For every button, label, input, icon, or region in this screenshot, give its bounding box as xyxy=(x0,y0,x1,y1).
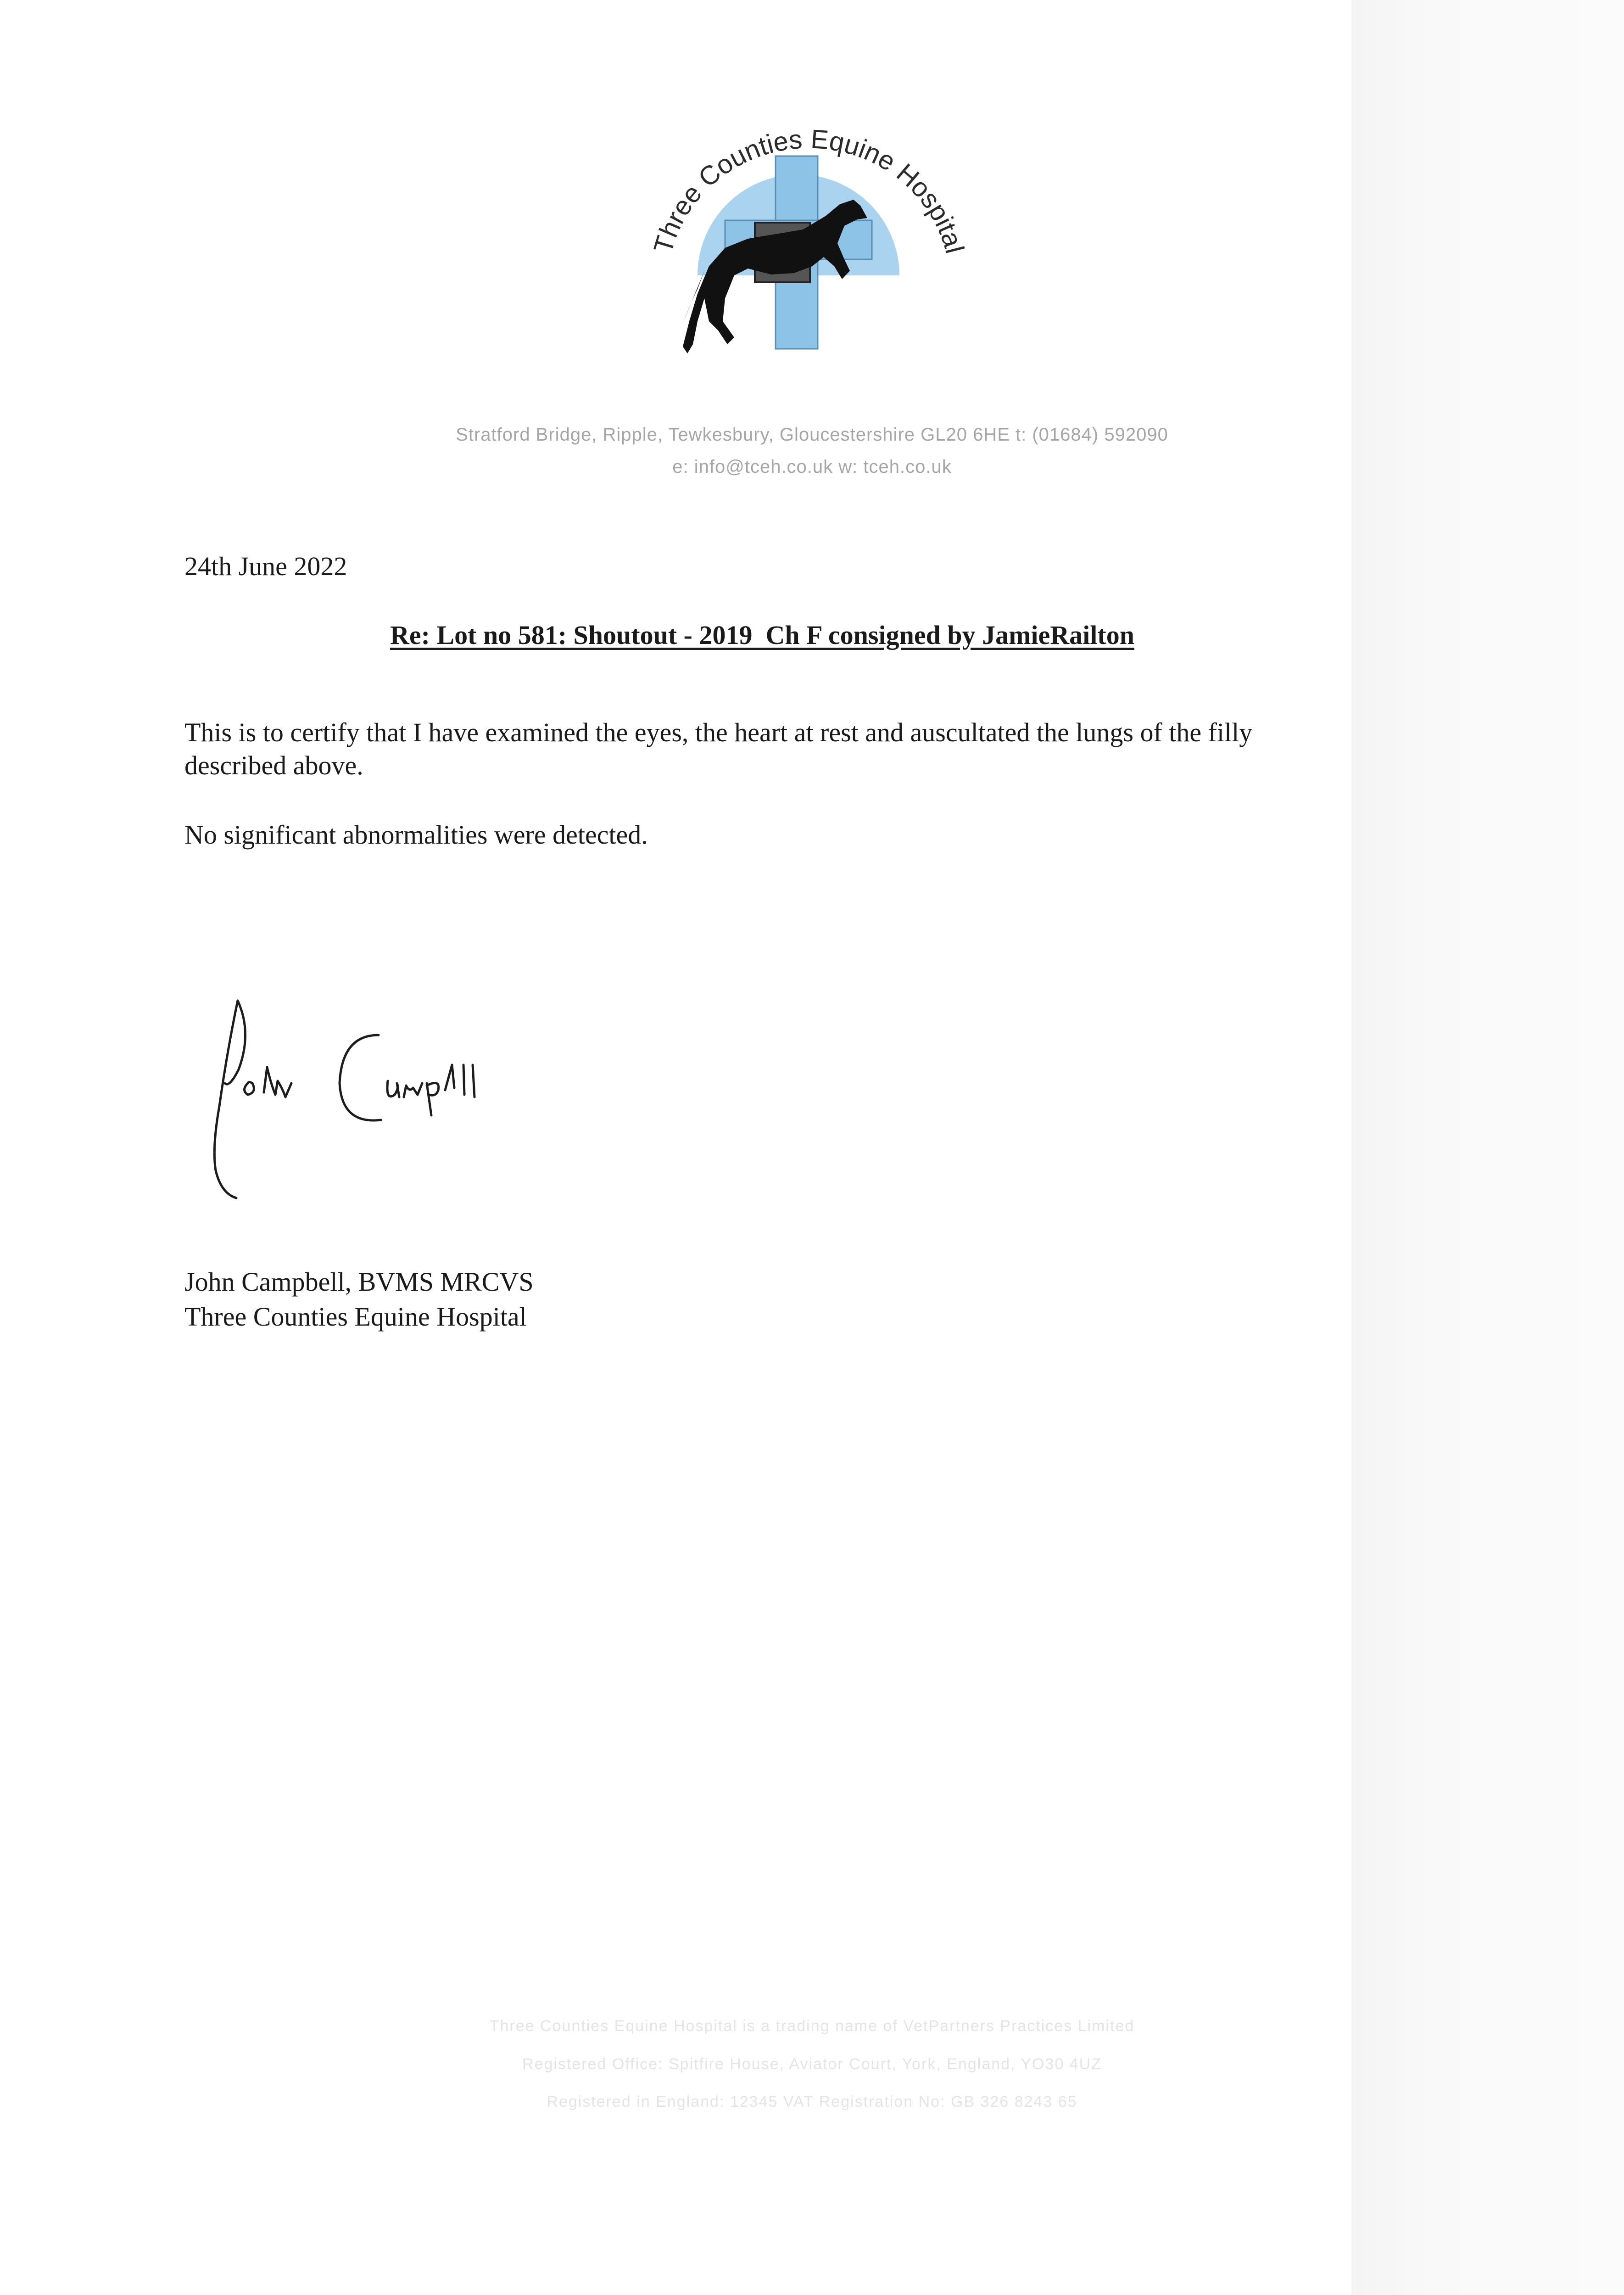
hospital-logo xyxy=(629,106,996,399)
letter-finding: No significant abnormalities were detected. xyxy=(184,820,648,850)
logo-arc-text: Three Counties Equine Hospital xyxy=(647,124,970,257)
handwritten-signature xyxy=(184,991,551,1212)
footer-line-3: Registered in England: 12345 VAT Registration No: GB 326 8243 65 xyxy=(547,2093,1077,2110)
letter-date: 24th June 2022 xyxy=(184,551,347,581)
footer-line-1: Three Counties Equine Hospital is a trading name of VetPartners Practices Limited xyxy=(489,2017,1135,2035)
letterhead-address: Stratford Bridge, Ripple, Tewkesbury, Gloucestershire GL20 6HE t: (01684) 592090 xyxy=(456,425,1168,445)
footer-line-2: Registered Office: Spitfire House, Aviator Court, York, England, YO30 4UZ xyxy=(522,2055,1102,2073)
signatory-name: John Campbell, BVMS MRCVS xyxy=(184,1267,534,1297)
signatory-organisation: Three Counties Equine Hospital xyxy=(184,1302,527,1332)
scan-edge-shading xyxy=(1351,0,1624,2295)
letter-body: This is to certify that I have examined the eyes, the heart at rest and auscultated the lungs of the filly described above. xyxy=(184,717,1253,780)
signatory-block xyxy=(184,1265,534,1334)
letterhead-contact: e: info@tceh.co.uk w: tceh.co.uk xyxy=(672,457,952,477)
letter-subject: Re: Lot no 581: Shoutout - 2019 Ch F consigned by JamieRailton xyxy=(390,620,1134,650)
